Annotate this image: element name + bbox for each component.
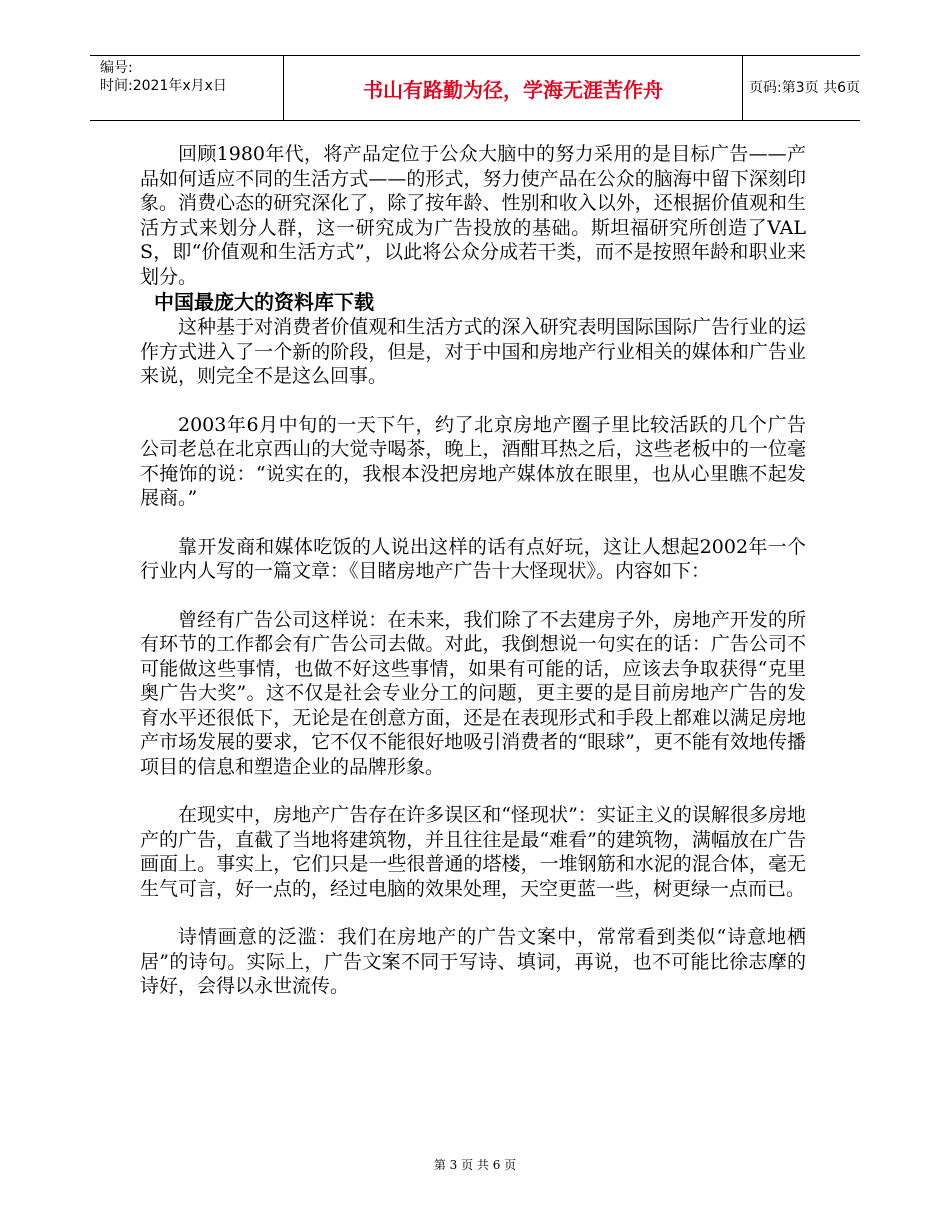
header-page-cell — [743, 56, 860, 120]
paragraph-4: 曾经有广告公司这样说：在未来，我们除了不去建房子外，房地产开发的所有环节的工作都会有广告公司去做。对此，我倒想说一句实在的话：广告公司不可能做这些事情，也做不好这些事情，如果有可能的话，应该去争取获得“克里奥广告大奖”。这不仅是社会专业分工的问题，更主要的是目前房地产广告的发育水平还很低下，无论是在创意方面，还是在表现形式和手段上都难以满足房地产市场发展的要求，它不仅不能很好地吸引消费者的“眼球”，更不能有效地传播项目的信息和塑造企业的品牌形象。 — [140, 608, 806, 778]
page-header — [90, 55, 860, 121]
paragraph-3: 靠开发商和媒体吃饭的人说出这样的话有点好玩，这让人想起2002年一个行业内人写的一篇文章：《目睹房地产广告十大怪现状》。内容如下： — [140, 535, 806, 582]
paragraph-intro: 回顾1980年代，将产品定位于公众大脑中的努力采用的是目标广告——产品如何适应不同的生活方式——的形式，努力使产品在公众的脑海中留下深刻印象。消费心态的研究深化了，除了按年龄、性别和收入以外，还根据价值观和生活方式来划分人群，这一研究成为广告投放的基础。斯坦福研究所创造了VALS，即“价值观和生活方式”，以此将公众分成若干类，而不是按照年龄和职业来划分。 — [140, 143, 806, 288]
section-heading-link[interactable]: 中国最庞大的资料库下载 — [154, 290, 374, 314]
doc-time-label: 时间:2021年x月x日 — [100, 78, 227, 94]
header-meta-cell — [90, 56, 283, 120]
paragraph-6: 诗情画意的泛滥：我们在房地产的广告文案中，常常看到类似“诗意地栖居”的诗句。实际上，广告文案不同于写诗、填词，再说，也不可能比徐志摩的诗好，会得以永世流传。 — [140, 926, 806, 997]
paragraph-5: 在现实中，房地产广告存在许多误区和“怪现状”：实证主义的误解很多房地产的广告，直截了当地将建筑物，并且往往是最“难看”的建筑物，满幅放在广告画面上。事实上，它们只是一些很普通的塔楼，一堆钢筋和水泥的混合体，毫无生气可言，好一点的，经过电脑的效果处理，天空更蓝一些，树更绿一点而已。 — [140, 804, 806, 900]
header-motto-cell — [283, 56, 743, 120]
doc-code-label: 编号: — [100, 60, 133, 76]
header-page-info: 页码:第3页 共6页 — [749, 80, 860, 96]
document-body — [140, 142, 806, 999]
page-footer: 第 3 页 共 6 页 — [433, 1158, 517, 1172]
header-motto: 书山有路勤为径，学海无涯苦作舟 — [363, 78, 663, 102]
paragraph-1: 这种基于对消费者价值观和生活方式的深入研究表明国际国际广告行业的运作方式进入了一个新的阶段，但是，对于中国和房地产行业相关的媒体和广告业来说，则完全不是这么回事。 — [140, 316, 806, 387]
paragraph-2: 2003年6月中旬的一天下午，约了北京房地产圈子里比较活跃的几个广告公司老总在北京西山的大觉寺喝茶，晚上，酒酣耳热之后，这些老板中的一位毫不掩饰的说：“说实在的，我根本没把房地产媒体放在眼里，也从心里瞧不起发展商。” — [140, 413, 806, 509]
